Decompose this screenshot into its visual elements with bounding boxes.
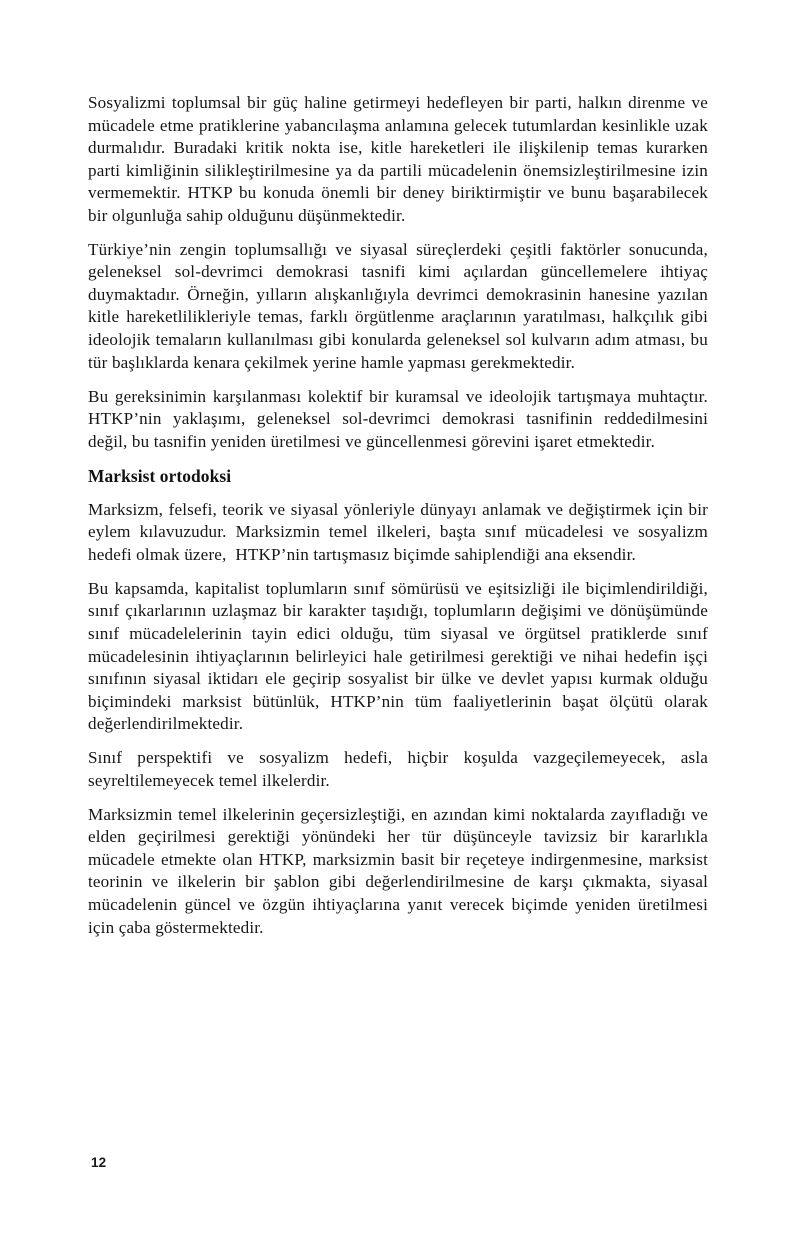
body-paragraph: Türkiye’nin zengin toplumsallığı ve siyasal süreçlerdeki çeşitli faktörler sonucunda, geleneksel sol-devrimci demokrasi tasnifi kimi açılardan güncellemelere ihtiyaç duymaktadır. Örneğin, yılların alışkanlığıyla devrimci demokrasinin hanesine yazılan kitle hareketlilikleriyle temas, farklı örgütlenme araçlarının yaratılması, halkçılık gibi ideolojik temaların kullanılması gibi konularda geleneksel sol kulvarın adım atması, bu tür başlıklarda kenara çekilmek yerine hamle yapması gerekmektedir. — [88, 239, 713, 372]
body-paragraph: Marksizm, felsefi, teorik ve siyasal yönleriyle dünyayı anlamak ve değiştirmek için bir eylem kılavuzudur. Marksizmin temel ilkeleri, başta sınıf mücadelesi ve sosyalizm hedefi olmak üzere, HTKP’nin tartışmasız biçimde sahiplendiği ana eksendir. — [88, 499, 713, 564]
body-paragraph: Sınıf perspektifi ve sosyalizm hedefi, hiçbir koşulda vazgeçilemeyecek, asla seyreltilemeyecek temel ilkelerdir. — [88, 748, 713, 790]
body-paragraph: Bu kapsamda, kapitalist toplumların sınıf sömürüsü ve eşitsizliği ile biçimlendirildiği, sınıf çıkarlarının uzlaşmaz bir karakter taşıdığı, toplumların değişimi ve dönüşümünde sınıf mücadelelerinin tayin edici olduğu, tüm siyasal ve örgütsel pratiklerde sınıf mücadelesinin ihtiyaçlarının belirleyici hale getirilmesi gerektiği ve nihai hedefin işçi sınıfının siyasal iktidarı ele geçirip sosyalist bir ülke ve devlet yapısı kurmak olduğu biçimindeki marksist bütünlük, HTKP’nin tüm faaliyetlerinin başat ölçütü olarak değerlendirilmektedir. — [88, 578, 713, 734]
body-paragraph: Bu gereksinimin karşılanması kolektif bir kuramsal ve ideolojik tartışmaya muhtaçtır. HTKP’nin yaklaşımı, geleneksel sol-devrimci demokrasi tasnifinin reddedilmesini değil, bu tasnifin yeniden üretilmesi ve güncellenmesi görevini işaret etmektedir. — [88, 386, 713, 451]
text-column — [88, 92, 713, 939]
body-paragraph: Marksizmin temel ilkelerinin geçersizleştiği, en azından kimi noktalarda zayıfladığı ve elden geçirilmesi gerektiği yönündeki her tür düşünceyle tavizsiz bir kararlıkla mücadele etmekte olan HTKP, marksizmin basit bir reçeteye indirgenmesine, marksist teorinin ve ilkelerin bir şablon gibi değerlendirilmesine de karşı çıkmakta, siyasal mücadelenin güncel ve özgün ihtiyaçlarına yanıt verecek biçimde yeniden üretilmesi için çaba göstermektedir. — [88, 804, 713, 937]
body-paragraph: Sosyalizmi toplumsal bir güç haline getirmeyi hedefleyen bir parti, halkın direnme ve mücadele etme pratiklerine yabancılaşma anlamına gelecek tutumlardan kesinlikle uzak durmalıdır. Buradaki kritik nokta ise, kitle hareketleri ile ilişkilenip temas kurarken parti kimliğinin silikleştirilmesine ya da partili mücadelenin önemsizleştirilmesine izin vermemektir. HTKP bu konuda önemli bir deney biriktirmiştir ve bunu başarabilecek bir olgunluğa sahip olduğunu düşünmektedir. — [88, 93, 713, 225]
section-heading: Marksist ortodoksi — [88, 465, 232, 486]
page-number: 12 — [91, 1155, 107, 1170]
